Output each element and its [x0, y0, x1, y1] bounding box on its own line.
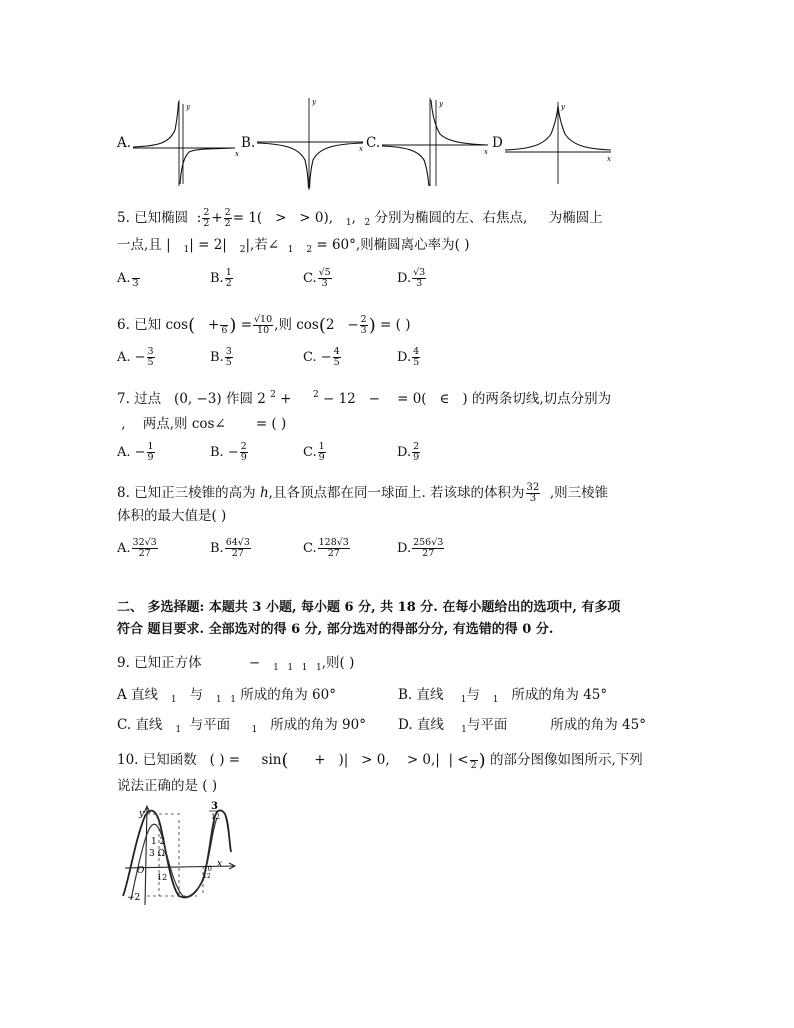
graph-c-icon [380, 98, 492, 188]
q9-option-b[interactable]: B. 直线 $_1$与 $_1$ 所成的角为 45° [398, 687, 608, 705]
q5-option-d[interactable]: D. $\frac{√3}{3}$ [397, 267, 426, 289]
graph-c-x-label: x [484, 148, 488, 156]
q7-line-2: , 两点,则 cos∠ = ( ) [121, 416, 287, 432]
q10-line-2: 说法正确的是 ( ) [117, 778, 218, 794]
q5-line-2: 一点,且 | $_1$| = 2| $_2$|,若∠ $_1$ $_2$ = 60°,则椭圆离心率为( ) [117, 237, 470, 255]
graph-d-icon [503, 100, 615, 186]
q8-line-1: 8. 已知正三棱锥的高为 h,且各顶点都在同一球面上. 若该球的体积为 $\frac{32}{3}$ ,则三棱锥 [117, 482, 609, 504]
q10-graph-label-y: y [139, 809, 145, 819]
graph-b-x-label: x [359, 145, 363, 153]
q5-frac-2: $\frac{2}{2}$ [224, 207, 231, 229]
q8-line-2: 体积的最大值是( ) [117, 508, 227, 524]
graph-d-x-label: x [607, 155, 611, 163]
q9-stem: 9. 已知正方体 − $_{1 1 1 1}$,则( ) [117, 655, 355, 673]
q8-option-c[interactable]: C. $\frac{128√3}{27}$ [303, 537, 349, 559]
q5-option-c[interactable]: C. $\frac{√5}{3}$ [303, 267, 331, 289]
q8-option-b[interactable]: B. $\frac{64√3}{27}$ [210, 537, 250, 559]
graph-b-y-label: y [312, 98, 316, 106]
q5-option-b[interactable]: B. $\frac{1}{2}$ [210, 267, 232, 289]
q6-option-c[interactable]: C. − $\frac{4}{5}$ [303, 346, 340, 368]
section-2-line-2: 符合 题目要求. 全部选对的得 6 分, 部分选对的得部分分, 有选错的得 0 分. [117, 622, 554, 637]
q10-graph-label-o: O [137, 866, 145, 876]
graph-option-d-label: D [492, 135, 503, 151]
q7-line-1: 7. 过点 (0, −3) 作圆 2 $^2$ + $^2$ − 12 − = 0( ∈ ) 的两条切线,切点分别为 [117, 390, 612, 407]
q10-graph-label-12b: 12 [203, 873, 211, 880]
q7-option-a[interactable]: A. − $\frac{1}{9}$ [117, 441, 154, 463]
graph-d-y-label: y [561, 103, 565, 111]
section-2-line-1: 二、 多选择题: 本题共 3 小题, 每小题 6 分, 共 18 分. 在每小题给出的选项中, 有多项 [117, 600, 621, 615]
q8-option-d[interactable]: D. $\frac{256√3}{27}$ [397, 537, 444, 559]
graph-a-icon [131, 100, 241, 186]
graph-option-b-label: B. [241, 135, 256, 151]
q10-graph-label-top: 3 [211, 801, 218, 812]
q7-option-c[interactable]: C. $\frac{1}{9}$ [303, 441, 325, 463]
q10-graph-label-mid-1: 1 2 [151, 837, 166, 847]
q7-option-d[interactable]: D. $\frac{2}{9}$ [397, 441, 420, 463]
q9-option-a[interactable]: A 直线 $_1$ 与 $_{1 1}$ 所成的角为 60° [117, 687, 336, 705]
graph-a-x-label: x [235, 150, 239, 158]
graph-c-y-label: y [439, 100, 443, 108]
q10-graph [117, 800, 247, 910]
q5-text-a: 5. 已知椭圆 [117, 210, 189, 226]
q6-stem: 6. 已知 cos( + 6 ) = $\frac{√10}{10}$ ,则 cos(2 − $\frac{2}{3}$ ) = ( ) [117, 314, 411, 336]
graph-option-c-label: C. [366, 135, 381, 151]
q10-graph-label-10: 10 [203, 865, 212, 873]
graph-b-icon [255, 96, 367, 192]
graph-option-a-label: A. [117, 135, 132, 151]
q9-option-d[interactable]: D. 直线 $_1$与平面 所成的角为 45° [398, 717, 646, 735]
q5-option-a[interactable]: A. 3 [117, 268, 141, 289]
q10-graph-label-neg2: −2 [127, 893, 141, 903]
q5-line-1: 5. 已知椭圆 : $\frac{2}{2}$ + $\frac{2}{2}$ = 1( > > 0), $_1$, $_2$ 分别为椭圆的左、右焦点, 为椭圆上 [117, 207, 603, 229]
q10-graph-label-mid-2: 3 Ω [149, 849, 166, 859]
q6-option-b[interactable]: B. $\frac{3}{5}$ [210, 346, 232, 368]
graph-a-y-label: y [186, 103, 190, 111]
q8-option-a[interactable]: A. $\frac{32√3}{27}$ [117, 537, 157, 559]
q10-graph-label-x: x [217, 859, 223, 869]
q9-option-c[interactable]: C. 直线 $_1$ 与平面 $_1$ 所成的角为 90° [117, 717, 366, 735]
q10-line-1: 10. 已知函数 ( ) = sin( + )| > 0, > 0,| | < 2 ) 的部分图像如图所示,下列 [117, 750, 643, 771]
q6-option-a[interactable]: A. − $\frac{3}{5}$ [117, 346, 154, 368]
q7-option-b[interactable]: B. − $\frac{2}{9}$ [210, 441, 247, 463]
q10-graph-label-12: 12 [157, 873, 168, 882]
q6-option-d[interactable]: D. $\frac{4}{5}$ [397, 346, 420, 368]
q10-graph-label-top-den: 12 [211, 813, 220, 821]
q5-frac-1: $\frac{2}{2}$ [203, 207, 210, 229]
